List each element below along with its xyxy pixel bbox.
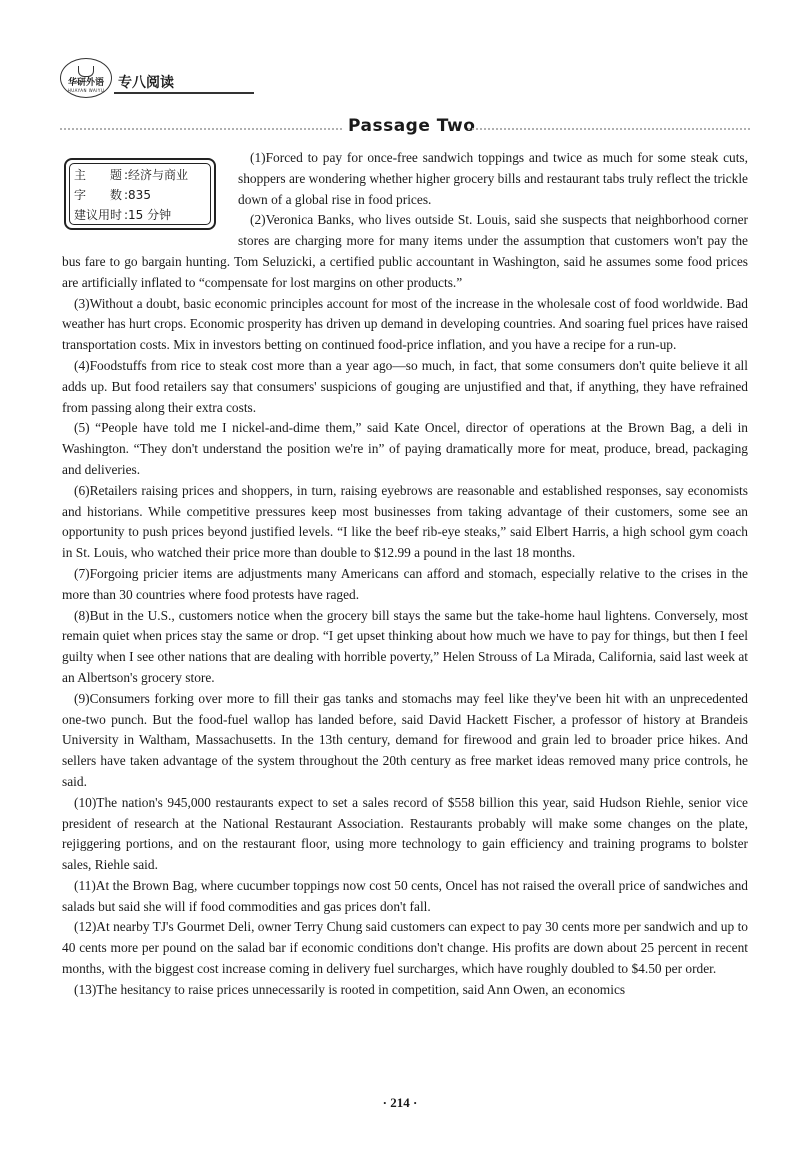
cup-icon bbox=[78, 66, 94, 77]
logo-text: 华研外语 bbox=[67, 78, 104, 88]
logo-subtext: HUAYAN WAIYU bbox=[67, 88, 105, 93]
info-word-count-value: :835 bbox=[124, 188, 151, 202]
paragraph-4: (4)Foodstuffs from rice to steak cost more than a year ago—so much, in fact, that some consumers don't quite believe it all adds up. But food retailers say that consumers' suspicions of gouging are unjustified and that, if anything, they have refrained from passing along their extra costs. bbox=[62, 357, 748, 415]
page-header bbox=[60, 58, 760, 102]
info-topic-label: 主 题 bbox=[74, 168, 123, 182]
info-time-value: :15 分钟 bbox=[124, 208, 172, 222]
publisher-logo bbox=[60, 58, 112, 98]
paragraph-11: (11)At the Brown Bag, where cucumber toppings now cost 50 cents, Oncel has not raised the overall price of sandwiches and salads but said she will if food commodities and gas prices don't fall. bbox=[62, 877, 748, 914]
page-number: · 214 · bbox=[382, 1095, 418, 1110]
paragraph-9: (9)Consumers forking over more to fill their gas tanks and stomachs may feel like they've been hit with an unprecedented one-two punch. But the food-fuel wallop has landed before, said David Hackett Fischer, a professor of history at Brandeis University in Waltham, Massachusetts. In the 13th century, demand for firewood and grain led to broader price hikes. And sellers have taken advantage of the system throughout the 20th century as free market ideas removed many price controls, he said. bbox=[62, 690, 748, 789]
paragraph-2: (2)Veronica Banks, who lives outside St. Louis, said she suspects that neighborhood corner stores are charging more for many items under the assumption that customers won't pay the bus fare to go bargain hunting. Tom Seluzicki, a certified public accountant in Washington, said he assumes some food prices are artificially inflated to “compensate for lost margins on other products.” bbox=[62, 212, 748, 290]
passage-title-row bbox=[60, 116, 750, 140]
info-word-count-label: 字 数 bbox=[74, 188, 123, 202]
info-time-label: 建议用时 bbox=[74, 208, 123, 222]
passage-title: Passage Two bbox=[348, 116, 476, 136]
passage-body bbox=[62, 148, 748, 1001]
title-divider-left bbox=[60, 128, 342, 130]
paragraph-1: (1)Forced to pay for once-free sandwich toppings and twice as much for some steak cuts, shoppers are wondering whether higher grocery bills and restaurant tabs truly reflect the trickle down of a global rise in food prices. bbox=[238, 150, 748, 207]
paragraph-10: (10)The nation's 945,000 restaurants expect to set a sales record of $558 billion this year, said Hudson Riehle, senior vice president of research at the National Restaurant Association. Restaurants probably will make some changes on the plate, rejiggering portions, and on the restaurant floor, using more technology to gain efficiency and training programs to bolster sales, Riehle said. bbox=[62, 794, 748, 873]
info-topic-value: :经济与商业 bbox=[124, 168, 189, 182]
paragraph-6: (6)Retailers raising prices and shoppers, in turn, raising eyebrows are reasonable and established responses, say economists and historians. While competitive pressures keep most businesses from taking advantage of their customers, some see an opportunity to push prices beyond justified levels. “I like the beef rib-eye steaks,” said Elbert Harris, a high school gym coach in St. Louis, who watched their price more than double to $12.99 a pound in the last 18 months. bbox=[62, 482, 748, 561]
paragraph-12: (12)At nearby TJ's Gourmet Deli, owner Terry Chung said customers can expect to pay 30 cents more per sandwich and up to 40 cents more per pound on the salad bar if economic conditions don't change. His profits are down about 25 percent in recent months, with the biggest cost increase coming in delivery fuel surcharges, which have roughly doubled to $4.50 per order. bbox=[62, 919, 748, 977]
section-label: 专八阅读 bbox=[118, 75, 174, 91]
paragraph-13: (13)The hesitancy to raise prices unnecessarily is rooted in competition, said Ann Owen, an economics bbox=[74, 981, 626, 997]
header-rule bbox=[114, 92, 254, 94]
paragraph-5: (5) “People have told me I nickel-and-dime them,” said Kate Oncel, director of operations at the Brown Bag, a deli in Washington. “They don't understand the position we're in” of paying dramatically more for meat, produce, bread, packaging and deliveries. bbox=[62, 420, 748, 477]
paragraph-8: (8)But in the U.S., customers notice when the grocery bill stays the same but the take-home haul lightens. Conversely, most remain quiet when prices stay the same or drop. “I get upset thinking about how much we have to pay for things, but then I feel guilty when I see other nations that are dealing with horrible poverty,” Helen Strouss of La Mirada, California, said last week at an Albertson's grocery store. bbox=[62, 607, 748, 685]
title-divider-right bbox=[468, 128, 750, 130]
paragraph-3: (3)Without a doubt, basic economic principles account for most of the increase in the wholesale cost of food worldwide. Bad weather has hurt crops. Economic prosperity has driven up demand in developing countries. And soaring fuel prices have raised transportation costs. Mix in investors betting on continued food-price inflation, and you have a recipe for a run-up. bbox=[62, 295, 748, 353]
paragraph-7: (7)Forgoing pricier items are adjustments many Americans can afford and stomach, especially relative to the crises in the more than 30 countries where food protests have raged. bbox=[62, 565, 748, 602]
